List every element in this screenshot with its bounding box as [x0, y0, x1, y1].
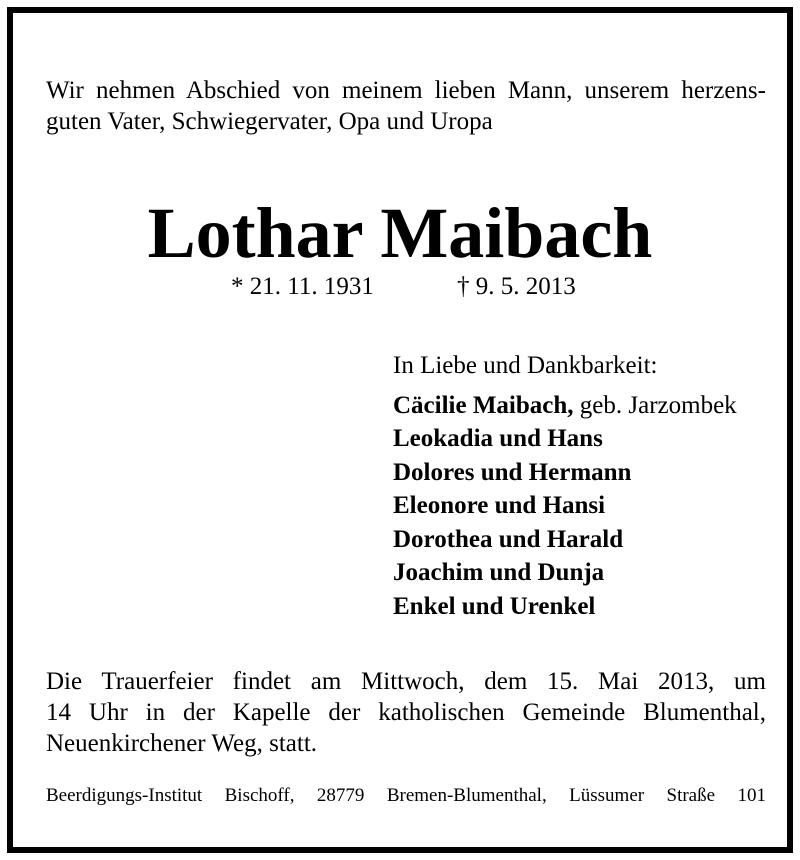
mourner-entry	[393, 389, 737, 423]
intro-line-1: Wir nehmen Abschied von meinem lieben Mann, unserem herzens-	[46, 77, 766, 104]
deceased-name: Lothar Maibach	[147, 193, 653, 273]
ceremony-line-1: Die Trauerfeier findet am Mittwoch, dem 15. Mai 2013, um	[46, 668, 766, 695]
mourners-heading: In Liebe und Dankbarkeit:	[393, 352, 658, 379]
mourner-entry: Enkel und Urenkel	[393, 592, 596, 620]
mourner-entry: Eleonore und Hansi	[393, 492, 606, 519]
mourner-entry: Joachim und Dunja	[393, 559, 605, 586]
ceremony-info	[46, 666, 766, 759]
birth-date: * 21. 11. 1931	[231, 273, 374, 300]
mourner-entry: Dolores und Hermann	[393, 458, 632, 486]
mourners-list	[393, 349, 737, 623]
mourner-entry: Dorothea und Harald	[393, 525, 624, 553]
mourner-entry: Leokadia und Hans	[393, 425, 603, 452]
intro-line-2: guten Vater, Schwiegervater, Opa und Uropa	[46, 108, 493, 135]
mourner-name: Cäcilie Maibach,	[393, 391, 574, 419]
intro-text	[46, 75, 766, 137]
mourner-maiden-name: geb. Jarzombek	[573, 391, 737, 419]
death-date: † 9. 5. 2013	[457, 273, 576, 300]
ceremony-line-3: Neuenkirchener Weg, statt.	[46, 730, 318, 757]
funeral-home-footer: Beerdigungs-Institut Bischoff, 28779 Bremen-Blumenthal, Lüssumer Straße 101	[46, 785, 766, 806]
obituary-notice	[7, 7, 793, 853]
ceremony-line-2: 14 Uhr in der Kapelle der katholischen Gemeinde Blumenthal,	[46, 699, 766, 726]
